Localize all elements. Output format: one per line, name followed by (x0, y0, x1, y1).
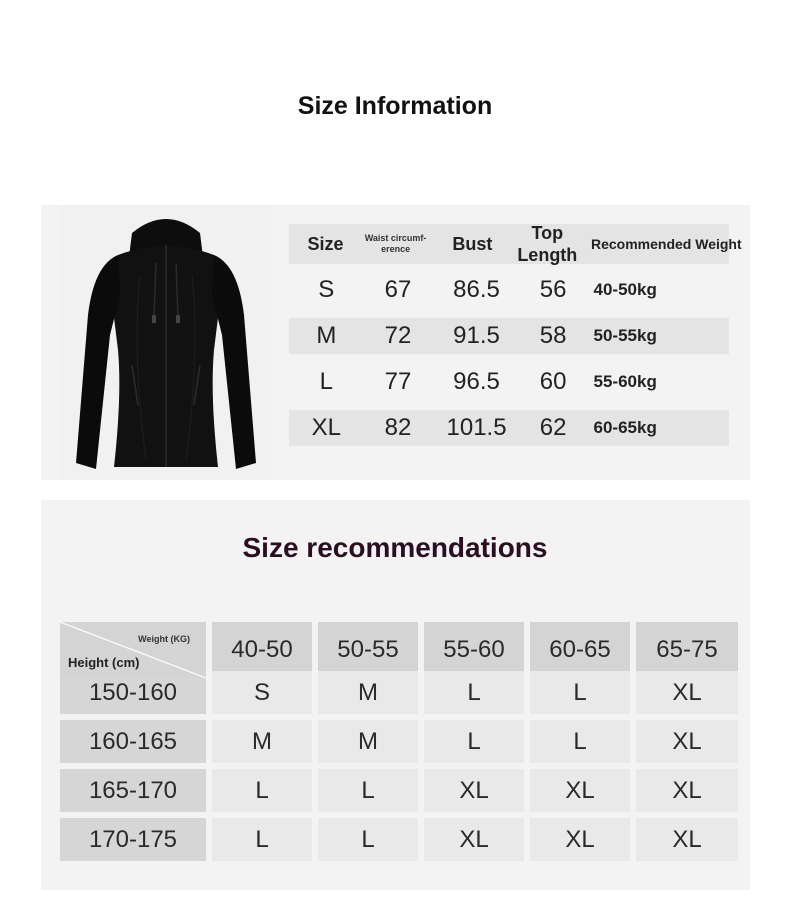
bust-header: Bust (452, 233, 493, 254)
size-cell: XL (636, 818, 738, 861)
weight-cell: 50-55kg (593, 326, 657, 345)
page-title: Size Information (297, 92, 493, 120)
weight-column-header: 50-55 (318, 622, 418, 678)
waist-cell: 77 (384, 368, 412, 395)
weight-column-header: 65-75 (636, 622, 738, 678)
size-cell: XL (636, 720, 738, 763)
height-row-header: 160-165 (60, 720, 206, 763)
waist-header-line1: Waist circumf- (364, 233, 427, 243)
weight-column-header: 55-60 (424, 622, 524, 678)
size-cell: L (318, 818, 418, 861)
bust-cell: 86.5 (453, 276, 500, 303)
size-cell: M (316, 322, 337, 349)
top-length-cell: 62 (539, 414, 567, 441)
size-cell: L (530, 720, 630, 763)
waist-header-line2: erence (381, 244, 411, 254)
recommended-weight-header: Recommended Weight (591, 236, 742, 252)
size-cell: L (319, 368, 333, 395)
size-info-table (289, 223, 742, 456)
table-corner-cell (60, 622, 206, 678)
height-axis-label: Height (cm) (68, 655, 140, 670)
bust-cell: 96.5 (453, 368, 500, 395)
size-info-row-s (289, 272, 729, 308)
size-cell: XL (424, 769, 524, 812)
waist-cell: 82 (384, 414, 412, 441)
waist-cell: 72 (384, 322, 412, 349)
size-cell: L (212, 769, 312, 812)
recommendations-title: Size recommendations (242, 532, 548, 563)
top-length-header (516, 222, 579, 266)
size-info-row-l (289, 364, 729, 400)
size-cell: L (424, 671, 524, 714)
weight-cell: 40-50kg (593, 280, 657, 299)
waist-cell: 67 (384, 276, 412, 303)
weight-column-header: 60-65 (530, 622, 630, 678)
top-length-header-line1: Top (531, 223, 564, 243)
top-length-cell: 58 (539, 322, 567, 349)
weight-column-header: 40-50 (212, 622, 312, 678)
product-image-jacket (60, 205, 272, 480)
size-cell: L (424, 720, 524, 763)
size-cell: XL (636, 671, 738, 714)
size-info-row-m (289, 318, 729, 354)
size-cell: XL (424, 818, 524, 861)
size-cell: M (318, 671, 418, 714)
weight-axis-label: Weight (KG) (138, 634, 190, 644)
size-cell: XL (636, 769, 738, 812)
size-header: Size (307, 233, 344, 254)
size-cell: L (212, 818, 312, 861)
size-cell: M (318, 720, 418, 763)
size-cell: M (212, 720, 312, 763)
height-row-header: 170-175 (60, 818, 206, 861)
bust-cell: 91.5 (453, 322, 500, 349)
top-length-cell: 60 (539, 368, 567, 395)
size-cell: S (318, 276, 335, 303)
size-cell: XL (530, 818, 630, 861)
size-cell: XL (530, 769, 630, 812)
top-length-cell: 56 (539, 276, 567, 303)
size-recommendations-table (60, 622, 738, 861)
size-cell: S (212, 671, 312, 714)
size-cell: L (530, 671, 630, 714)
top-length-header-line2: Length (517, 245, 578, 265)
size-cell: XL (311, 414, 341, 441)
height-row-header: 165-170 (60, 769, 206, 812)
size-info-header-row (289, 223, 742, 265)
size-cell: L (318, 769, 418, 812)
size-info-row-xl (289, 410, 729, 446)
bust-cell: 101.5 (446, 414, 507, 441)
height-row-header: 150-160 (60, 671, 206, 714)
weight-cell: 60-65kg (593, 418, 657, 437)
weight-cell: 55-60kg (593, 372, 657, 391)
waist-header (362, 233, 429, 255)
